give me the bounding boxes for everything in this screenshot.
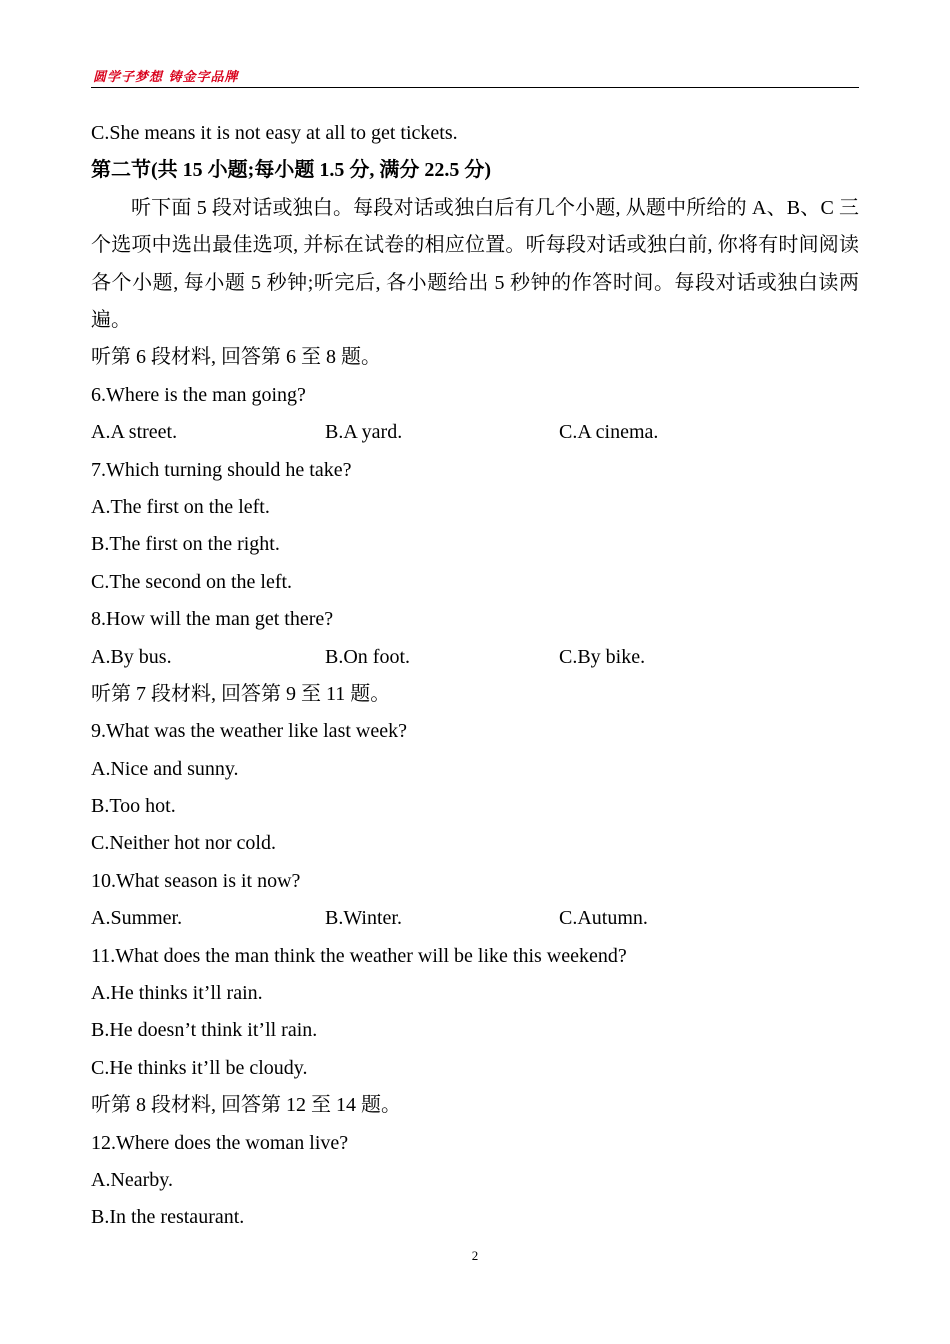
option-c: C.A cinema. (559, 421, 659, 444)
option-b: B.The first on the right. (91, 533, 280, 556)
question-8: 8.How will the man get there? (91, 608, 334, 631)
option-a: A.Nearby. (91, 1169, 174, 1191)
question-7: 7.Which turning should he take? (91, 458, 352, 481)
question-12: 12.Where does the woman live? (91, 1131, 349, 1154)
option-c-prev: C.She means it is not easy at all to get tickets. (91, 122, 458, 144)
option-a: A.He thinks it’ll rain. (91, 982, 263, 1005)
question-10-options (91, 900, 859, 937)
option-a: A.The first on the left. (91, 495, 270, 518)
option-c: C.The second on the left. (91, 570, 293, 593)
page-number: 2 (471, 1248, 479, 1263)
material-6-heading: 听第 6 段材料, 回答第 6 至 8 题。 (91, 346, 381, 369)
option-b: B.He doesn’t think it’ll rain. (91, 1019, 318, 1042)
option-b: B.Too hot. (91, 795, 176, 818)
instructions-paragraph: 听下面 5 段对话或独白。每段对话或独白后有几个小题, 从题中所给的 A、B、C 三个选项中选出最佳选项, 并标在试卷的相应位置。听每段对话或独白前, 你将有时间阅读各个小题, 每小题 5 秒钟;听完后, 各小题给出 5 秒钟的作答时间。每段对话或独白读两遍。 (91, 196, 859, 331)
option-b: B.Winter. (325, 907, 402, 930)
document-body (91, 115, 859, 1237)
section-title: 第二节(共 15 小题;每小题 1.5 分, 满分 22.5 分) (91, 159, 491, 182)
option-a: A.Nice and sunny. (91, 757, 239, 780)
question-10: 10.What season is it now? (91, 869, 301, 892)
option-a: A.By bus. (91, 645, 172, 668)
question-11: 11.What does the man think the weather will be like this weekend? (91, 944, 627, 967)
option-c: C.By bike. (559, 645, 646, 668)
option-c: C.Neither hot nor cold. (91, 832, 276, 855)
question-6: 6.Where is the man going? (91, 383, 306, 406)
option-b: B.On foot. (325, 645, 410, 668)
question-6-options (91, 414, 859, 451)
option-a: A.Summer. (91, 907, 183, 930)
material-7-heading: 听第 7 段材料, 回答第 9 至 11 题。 (91, 682, 391, 705)
material-8-heading: 听第 8 段材料, 回答第 12 至 14 题。 (91, 1094, 401, 1117)
question-8-options (91, 639, 859, 676)
page-header (91, 66, 859, 88)
option-c: C.Autumn. (559, 907, 648, 930)
question-9: 9.What was the weather like last week? (91, 720, 407, 743)
header-slogan: 圆学子梦想 铸金字品牌 (93, 70, 239, 85)
option-a: A.A street. (91, 421, 178, 444)
option-b: B.In the restaurant. (91, 1206, 245, 1229)
option-b: B.A yard. (325, 421, 403, 444)
option-c: C.He thinks it’ll be cloudy. (91, 1056, 308, 1079)
